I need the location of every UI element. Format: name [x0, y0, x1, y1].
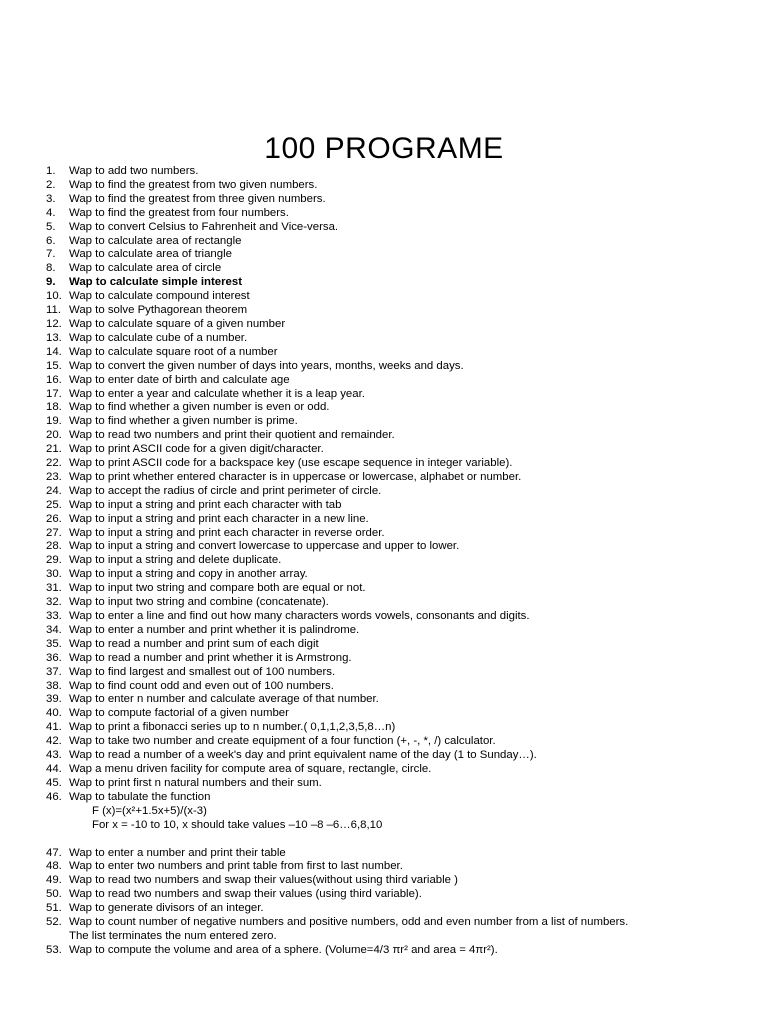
list-item-text: Wap to print ASCII code for a backspace key (use escape sequence in integer variable).: [69, 457, 513, 470]
list-item-number: 11.: [46, 304, 61, 317]
list-item-text: Wap to input a string and print each character in a new line.: [69, 512, 369, 525]
list-item-number: 24.: [46, 484, 62, 497]
list-item-text: Wap to input a string and delete duplicate.: [69, 554, 282, 567]
list-item: [46, 638, 756, 652]
list-item: [46, 624, 756, 638]
program-list: [46, 165, 756, 958]
list-item-text: Wap to find largest and smallest out of 100 numbers.: [69, 665, 336, 678]
list-item: [46, 290, 756, 304]
list-item-number: 3.: [46, 192, 56, 205]
list-item-text: Wap to input a string and print each character with tab: [69, 498, 342, 511]
list-item-text: Wap to input a string and print each character in reverse order.: [69, 526, 385, 539]
list-item-number: 19.: [46, 415, 62, 428]
list-item: [46, 401, 756, 415]
function-range: For x = -10 to 10, x should take values –10 –8 –6…6,8,10: [92, 818, 383, 831]
list-item-text: Wap to tabulate the function: [69, 790, 211, 803]
list-item-number: 43.: [46, 749, 62, 762]
list-item-number: 44.: [46, 762, 62, 775]
list-item-text: Wap to enter n number and calculate average of that number.: [69, 693, 379, 706]
list-item-number: 29.: [46, 554, 62, 567]
list-item-number: 37.: [46, 665, 62, 678]
list-item-number: 17.: [46, 387, 62, 400]
list-item-text: Wap to accept the radius of circle and print perimeter of circle.: [69, 484, 382, 497]
list-item-number: 5.: [46, 220, 56, 233]
list-item-text: Wap to read two numbers and print their quotient and remainder.: [69, 429, 395, 442]
list-item-text: Wap to input two string and combine (concatenate).: [69, 596, 329, 609]
list-item: [46, 179, 756, 193]
list-item-text: Wap to read a number and print sum of each digit: [69, 637, 319, 650]
list-item-text: Wap to enter a line and find out how many characters words vowels, consonants and digits.: [69, 610, 530, 622]
list-item-text: Wap to enter two numbers and print table from first to last number.: [69, 860, 403, 873]
list-item: [46, 610, 756, 624]
list-item: [46, 332, 756, 346]
page-title: 100 PROGRAME: [264, 132, 504, 165]
list-item-number: 7.: [46, 248, 56, 261]
list-item-text: Wap to read two numbers and swap their values (using third variable).: [69, 888, 422, 901]
list-item-number: 2.: [46, 178, 56, 191]
list-item: [46, 735, 756, 749]
list-item: [46, 527, 756, 541]
list-item-number: 1.: [46, 165, 56, 177]
list-item-number: 28.: [46, 540, 62, 553]
list-item: [46, 916, 756, 930]
list-item: [46, 721, 756, 735]
list-item: [46, 749, 756, 763]
list-item: [46, 415, 756, 429]
list-item-text: Wap to add two numbers.: [69, 165, 199, 177]
list-item: [46, 360, 756, 374]
list-item-number: 40.: [46, 707, 62, 720]
list-item-number: 52.: [46, 916, 62, 929]
list-item-number: 42.: [46, 735, 62, 748]
list-item-number: 35.: [46, 637, 62, 650]
list-item-text: Wap to take two number and create equipment of a four function (+, -, *, /) calculator.: [69, 735, 496, 748]
list-item-number: 51.: [46, 902, 62, 915]
list-item: [46, 666, 756, 680]
list-item-text: Wap to input a string and copy in another array.: [69, 568, 308, 581]
list-item-text: Wap to calculate square root of a number: [69, 345, 278, 358]
list-item: [46, 540, 756, 554]
list-item-number: 23.: [46, 470, 62, 483]
list-item: [46, 944, 756, 958]
list-item: [46, 374, 756, 388]
list-item-text: Wap to enter date of birth and calculate age: [69, 373, 290, 386]
list-item-number: 53.: [46, 943, 62, 956]
list-item-text: Wap to solve Pythagorean theorem: [69, 304, 248, 317]
list-item: [46, 471, 756, 485]
list-item-number: 8.: [46, 262, 56, 275]
list-item-number: 50.: [46, 888, 62, 901]
list-item-number: 16.: [46, 373, 62, 386]
list-item-number: 45.: [46, 776, 62, 789]
list-item: [46, 207, 756, 221]
list-item-text: Wap to print first n natural numbers and their sum.: [69, 776, 322, 789]
list-item-number: 6.: [46, 234, 56, 247]
list-item-text: Wap to convert Celsius to Fahrenheit and Vice-versa.: [69, 220, 339, 233]
list-item-number: 33.: [46, 610, 62, 622]
list-item: [46, 318, 756, 332]
list-item: [46, 693, 756, 707]
list-item-text: Wap to enter a year and calculate whether it is a leap year.: [69, 387, 365, 400]
list-item: [46, 791, 756, 805]
list-item-number: 13.: [46, 331, 62, 344]
list-item-text: Wap to calculate simple interest: [69, 276, 243, 289]
list-item: [46, 847, 756, 861]
list-item-text: Wap to read two numbers and swap their values(without using third variable ): [69, 874, 458, 887]
list-item-number: 49.: [46, 874, 62, 887]
list-item-text: Wap to enter a number and print whether it is palindrome.: [69, 623, 360, 636]
list-item-number: 26.: [46, 512, 62, 525]
list-item-text: Wap a menu driven facility for compute area of square, rectangle, circle.: [69, 762, 432, 775]
list-item-number: 9.: [46, 276, 56, 289]
list-item: [46, 276, 756, 290]
list-item: [46, 652, 756, 666]
list-item: [46, 304, 756, 318]
list-item-number: 14.: [46, 345, 62, 358]
list-item: [46, 499, 756, 513]
list-item: [46, 763, 756, 777]
list-item-text: Wap to print a fibonacci series up to n number.( 0,1,1,2,3,5,8…n): [69, 721, 396, 734]
list-item-text: Wap to count number of negative numbers and positive numbers, odd and even number from a list of numbers.: [69, 916, 629, 929]
list-item: [46, 777, 756, 791]
list-item-text: Wap to calculate cube of a number.: [69, 331, 248, 344]
list-item-number: 10.: [46, 290, 62, 303]
list-item: [46, 248, 756, 262]
list-item: [46, 568, 756, 582]
list-item: [46, 221, 756, 235]
list-item: [46, 429, 756, 443]
list-item: [46, 554, 756, 568]
list-spacer: [46, 833, 756, 847]
list-item: [46, 680, 756, 694]
list-item: [46, 596, 756, 610]
list-item: [46, 388, 756, 402]
list-item-text: Wap to input two string and compare both are equal or not.: [69, 582, 366, 595]
list-item-number: 31.: [46, 582, 62, 595]
list-item-number: 18.: [46, 401, 62, 414]
list-item-text: Wap to generate divisors of an integer.: [69, 902, 264, 915]
list-item-number: 25.: [46, 498, 62, 511]
list-item: [46, 582, 756, 596]
list-item-text: Wap to calculate area of rectangle: [69, 234, 242, 247]
list-item-number: 36.: [46, 651, 62, 664]
list-item-text: Wap to compute factorial of a given number: [69, 707, 289, 720]
list-item: [46, 485, 756, 499]
list-item: [46, 874, 756, 888]
list-item: [46, 707, 756, 721]
list-item-text: Wap to find the greatest from three given numbers.: [69, 192, 326, 205]
list-item-number: 32.: [46, 596, 62, 609]
list-item: [46, 346, 756, 360]
list-item-number: 4.: [46, 206, 56, 219]
list-item: [46, 457, 756, 471]
list-item-text: Wap to print ASCII code for a given digit/character.: [69, 443, 324, 456]
list-item-text: Wap to convert the given number of days into years, months, weeks and days.: [69, 359, 464, 372]
list-item-text: Wap to calculate compound interest: [69, 290, 250, 303]
list-item-number: 12.: [46, 317, 62, 330]
list-item-number: 20.: [46, 429, 62, 442]
list-item-text: Wap to find the greatest from four numbers.: [69, 206, 289, 219]
list-item-text: Wap to calculate area of circle: [69, 262, 222, 275]
list-item-number: 39.: [46, 693, 62, 706]
list-item-number: 46.: [46, 790, 62, 803]
list-item: [46, 902, 756, 916]
list-item-text: Wap to input a string and convert lowercase to uppercase and upper to lower.: [69, 540, 460, 553]
list-item: [46, 443, 756, 457]
list-item: [46, 513, 756, 527]
list-item-text: Wap to read a number and print whether it is Armstrong.: [69, 651, 352, 664]
list-item: [46, 165, 756, 179]
list-item-text: Wap to find the greatest from two given numbers.: [69, 178, 318, 191]
list-item-number: 48.: [46, 860, 62, 873]
list-item-text: Wap to find whether a given number is even or odd.: [69, 401, 330, 414]
list-item-number: 27.: [46, 526, 62, 539]
list-item: [46, 193, 756, 207]
list-item-number: 22.: [46, 457, 62, 470]
list-item-number: 47.: [46, 846, 62, 859]
function-formula: F (x)=(x²+1.5x+5)/(x-3): [92, 804, 207, 817]
list-item: [46, 262, 756, 276]
list-item-text: Wap to enter a number and print their table: [69, 846, 286, 859]
list-item-text: Wap to print whether entered character is in uppercase or lowercase, alphabet or number.: [69, 470, 522, 483]
list-item-text: Wap to find count odd and even out of 100 numbers.: [69, 679, 334, 692]
list-item-text: Wap to read a number of a week's day and print equivalent name of the day (1 to Sunday…).: [69, 749, 537, 762]
list-item: [46, 235, 756, 249]
list-item-number: 38.: [46, 679, 62, 692]
list-item-number: 34.: [46, 623, 62, 636]
list-item-number: 15.: [46, 359, 62, 372]
list-item-number: 41.: [46, 721, 62, 734]
list-item-text: Wap to compute the volume and area of a sphere. (Volume=4/3 πr² and area = 4πr²).: [69, 943, 498, 956]
list-item-text: Wap to find whether a given number is prime.: [69, 415, 298, 428]
list-item: [46, 860, 756, 874]
list-item-number: 30.: [46, 568, 62, 581]
list-item: [46, 888, 756, 902]
list-item-continuation: The list terminates the num entered zero.: [69, 929, 277, 942]
list-item-text: Wap to calculate area of triangle: [69, 248, 232, 261]
list-item-number: 21.: [46, 443, 62, 456]
list-item-text: Wap to calculate square of a given number: [69, 317, 286, 330]
